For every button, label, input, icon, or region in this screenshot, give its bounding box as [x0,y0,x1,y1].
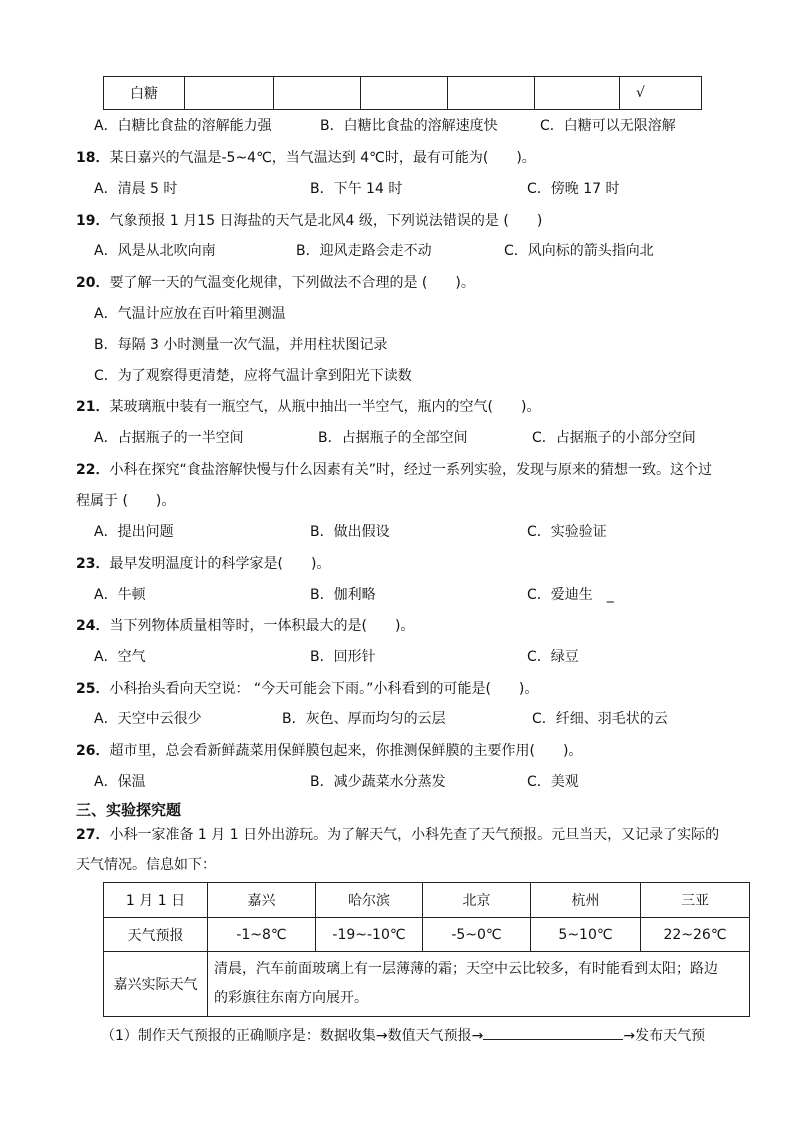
q20-stem [76,275,475,292]
q20-option-c: C．为了观察得更清楚，应将气温计拿到阳光下读数 [94,368,412,384]
weather-table-forecast-label: 天气预报 [104,918,208,952]
q22-option-b: B．做出假设 [310,524,390,540]
q27-part1 [101,1025,705,1045]
q24-number: 24． [76,618,110,634]
q20-text: 要了解一天的气温变化规律，下列做法不合理的是 ( )。 [109,275,475,291]
q21-number: 21． [76,399,110,415]
section-title: 三、实验探究题 [76,801,182,819]
q19-option-b: B．迎风走路会走不动 [296,243,432,259]
q26-option-b: B．减少蔬菜水分蒸发 [310,774,446,790]
q25-option-c: C．纤细、羽毛状的云 [532,711,668,727]
q25-option-a: A．天空中云很少 [94,711,202,727]
q25-text: 小科抬头看向天空说： “今天可能会下雨。”小科看到的可能是( )。 [109,681,539,697]
top-table-cell [535,77,620,110]
q22-option-a: A．提出问题 [94,524,174,540]
q23-stem [76,556,330,573]
q25-stem [76,681,538,698]
weather-table-city: 哈尔滨 [316,883,423,918]
q27-number: 27． [76,827,110,843]
q17-option-c: C．白糖可以无限溶解 [540,118,676,134]
weather-table-forecast-value: 5~10℃ [531,918,641,952]
weather-table-forecast-value: -5~0℃ [423,918,531,952]
q21-option-b: B．占据瓶子的全部空间 [318,430,468,446]
weather-table-city: 北京 [423,883,531,918]
q24-option-c: C．绿豆 [527,649,579,665]
q26-number: 26． [76,743,110,759]
top-table [103,76,702,110]
weather-table [103,882,750,1017]
q26-stem [76,743,582,760]
weather-table-forecast-value: -1~8℃ [208,918,316,952]
weather-table-actual-row [104,952,750,1017]
top-table-cell [361,77,448,110]
top-table-cell [274,77,361,110]
q19-number: 19． [76,213,110,229]
q26-text: 超市里，总会看新鲜蔬菜用保鲜膜包起来，你推测保鲜膜的主要作用( )。 [109,743,583,759]
weather-actual-line1: 清晨，汽车前面玻璃上有一层薄薄的霜；天空中云比较多，有时能看到太阳；路边 [214,961,718,977]
top-table-row-label: 白糖 [104,77,185,110]
weather-table-city: 杭州 [531,883,641,918]
q18-stem [76,150,536,167]
q27-text-line1: 小科一家准备 1 月 1 日外出游玩。为了解天气，小科先查了天气预报。元旦当天，又记录了实际的 [109,827,720,843]
weather-table-city: 三亚 [641,883,750,918]
q19-text: 气象预报 1 月15 日海盐的天气是北风4 级，下列说法错误的是 ( ) [109,213,543,229]
q25-option-b: B．灰色、厚而均匀的云层 [282,711,446,727]
q18-option-b: B．下午 14 时 [310,181,403,197]
q22-stem [76,462,712,479]
q25-number: 25． [76,681,110,697]
weather-table-date: 1 月 1 日 [104,883,208,918]
weather-table-actual-text [208,952,750,1017]
q20-number: 20． [76,275,110,291]
weather-table-forecast-row [104,918,750,952]
q21-option-a: A．占据瓶子的一半空间 [94,430,244,446]
q21-text: 某玻璃瓶中装有一瓶空气，从瓶中抽出一半空气，瓶内的空气( )。 [109,399,541,415]
q22-text-line2: 程属于 ( )。 [76,493,176,509]
q19-option-a: A．风是从北吹向南 [94,243,216,259]
q18-option-a: A．清晨 5 时 [94,181,178,197]
q22-option-c: C．实验验证 [527,524,607,540]
q24-text: 当下列物体质量相等时，一体积最大的是( )。 [109,618,415,634]
weather-table-forecast-value: 22~26℃ [641,918,750,952]
q27-stem [76,827,719,844]
q22-number: 22． [76,462,110,478]
q21-option-c: C．占据瓶子的小部分空间 [532,430,696,446]
q27-text-line2: 天气情况。信息如下： [76,857,216,873]
q17-option-b: B．白糖比食盐的溶解速度快 [320,118,498,134]
top-table-cell [185,77,274,110]
q23-option-a: A．牛顿 [94,587,146,603]
q27-part1-prefix: （1）制作天气预报的正确顺序是：数据收集→数值天气预报→ [101,1028,484,1044]
weather-table-forecast-value: -19~-10℃ [316,918,423,952]
q23-number: 23． [76,556,110,572]
q23-text: 最早发明温度计的科学家是( )。 [109,556,331,572]
q20-option-b: B．每隔 3 小时测量一次气温，并用柱状图记录 [94,337,388,353]
q26-option-a: A．保温 [94,774,146,790]
q19-stem [76,213,542,230]
weather-table-city: 嘉兴 [208,883,316,918]
q24-option-a: A．空气 [94,649,146,665]
weather-table-header-row [104,883,750,918]
weather-actual-line2: 的彩旗往东南方向展开。 [214,990,368,1006]
q27-part1-answer-blank[interactable] [483,1025,623,1040]
q21-stem [76,399,540,416]
top-table-cell [448,77,535,110]
q20-option-a: A．气温计应放在百叶箱里测温 [94,306,286,322]
q18-option-c: C．傍晚 17 时 [527,181,620,197]
weather-table-actual-label: 嘉兴实际天气 [104,952,208,1017]
q24-option-b: B．回形针 [310,649,376,665]
q19-option-c: C．风向标的箭头指向北 [504,243,654,259]
q23-option-b: B．伽利略 [310,587,376,603]
q18-text: 某日嘉兴的气温是-5~4℃，当气温达到 4℃时，最有可能为( )。 [109,150,536,166]
q27-part1-suffix: →发布天气预 [623,1028,706,1044]
q23-option-c: C．爱迪生 _ [527,587,614,603]
q18-number: 18． [76,150,110,166]
top-table-check: √ [620,77,702,110]
q17-option-a: A．白糖比食盐的溶解能力强 [94,118,272,134]
q22-text-line1: 小科在探究“食盐溶解快慢与什么因素有关”时，经过一系列实验，发现与原来的猜想一致。这个过 [109,462,712,478]
q26-option-c: C．美观 [527,774,579,790]
q24-stem [76,618,414,635]
